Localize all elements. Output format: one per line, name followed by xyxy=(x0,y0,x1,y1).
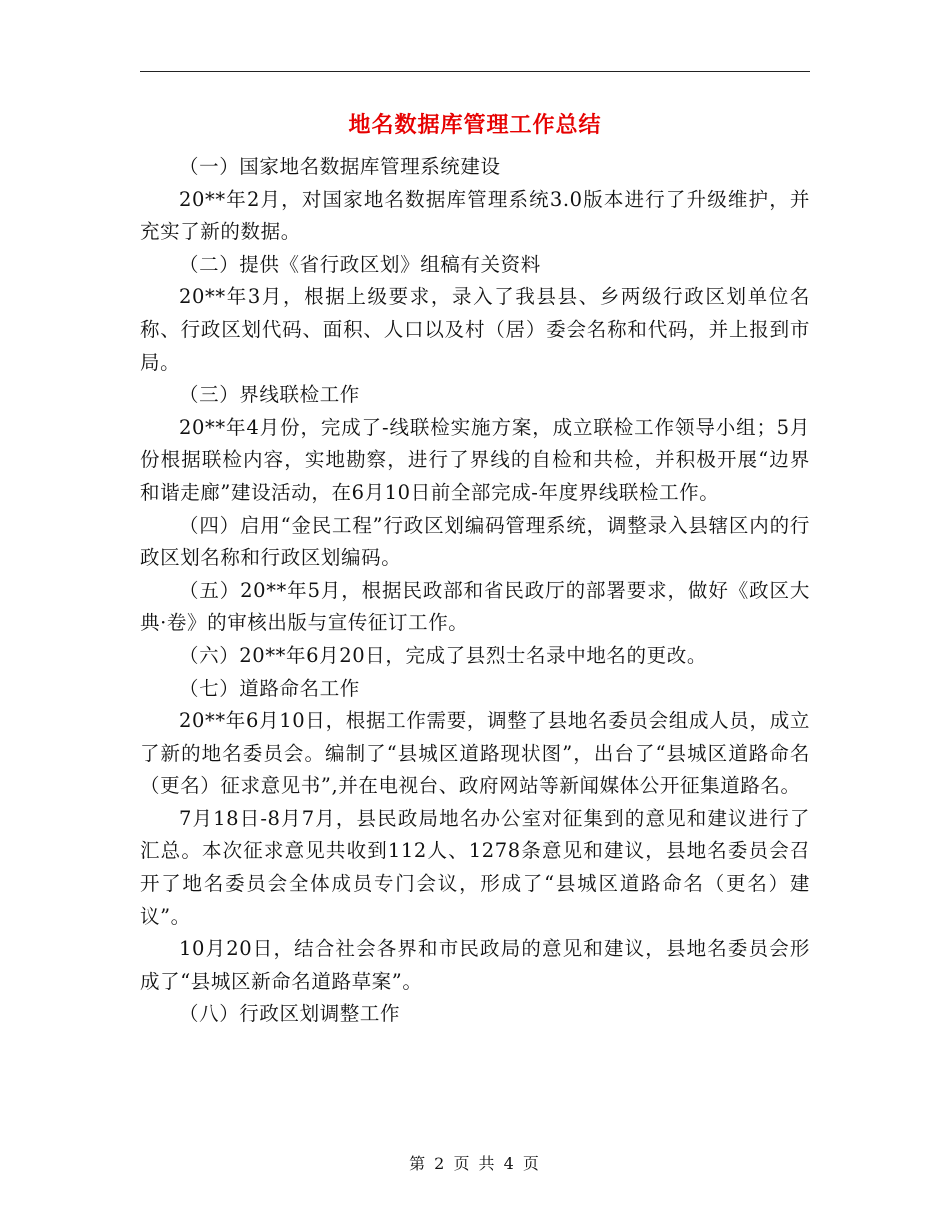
body-paragraph: 7月18日-8月7月，县民政局地名办公室对征集到的意见和建议进行了汇总。本次征求意见共收到112人、1278条意见和建议，县地名委员会召开了地名委员会全体成员专门会议，形成了“县城区道路命名（更名）建议”。 xyxy=(140,806,810,928)
body-paragraph: 10月20日，结合社会各界和市民政局的意见和建议，县地名委员会形成了“县城区新命名道路草案”。 xyxy=(140,937,810,993)
document-title: 地名数据库管理工作总结 xyxy=(348,113,602,138)
body-paragraph: 20**年4月份，完成了-线联检实施方案，成立联检工作领导小组；5月份根据联检内容，实地勘察，进行了界线的自检和共检，并积极开展“边界和谐走廊”建设活动，在6月10日前全部完成-年度界线联检工作。 xyxy=(140,415,810,504)
body-paragraph: 20**年3月，根据上级要求，录入了我县县、乡两级行政区划单位名称、行政区划代码、面积、人口以及村（居）委会名称和代码，并上报到市局。 xyxy=(140,285,810,374)
section-heading-5: （五）20**年5月，根据民政部和省民政厅的部署要求，做好《政区大典·卷》的审核出版与宣传征订工作。 xyxy=(140,578,810,635)
section-heading-6: （六）20**年6月20日，完成了县烈士名录中地名的更改。 xyxy=(179,643,707,667)
page-number-footer: 第 2 页 共 4 页 xyxy=(409,1154,541,1173)
section-heading-1: （一）国家地名数据库管理系统建设 xyxy=(179,155,501,178)
header-rule xyxy=(140,71,810,72)
section-heading-3: （三）界线联检工作 xyxy=(179,383,360,407)
section-heading-4: （四）启用“金民工程”行政区划编码管理系统，调整录入县辖区内的行政区划名称和行政区划编码。 xyxy=(140,513,810,570)
section-heading-8: （八）行政区划调整工作 xyxy=(179,1002,401,1026)
body-paragraph: 20**年6月10日，根据工作需要，调整了县地名委员会组成人员，成立了新的地名委员会。编制了“县城区道路现状图”，出台了“县城区道路命名（更名）征求意见书”,并在电视台、政府网站等新闻媒体公开征集道路名。 xyxy=(140,709,810,798)
section-heading-2: （二）提供《省行政区划》组稿有关资料 xyxy=(179,252,541,276)
body-paragraph: 20**年2月，对国家地名数据库管理系统3.0版本进行了升级维护，并充实了新的数据。 xyxy=(140,187,810,244)
document-body xyxy=(140,151,810,1031)
section-heading-7: （七）道路命名工作 xyxy=(179,676,360,700)
